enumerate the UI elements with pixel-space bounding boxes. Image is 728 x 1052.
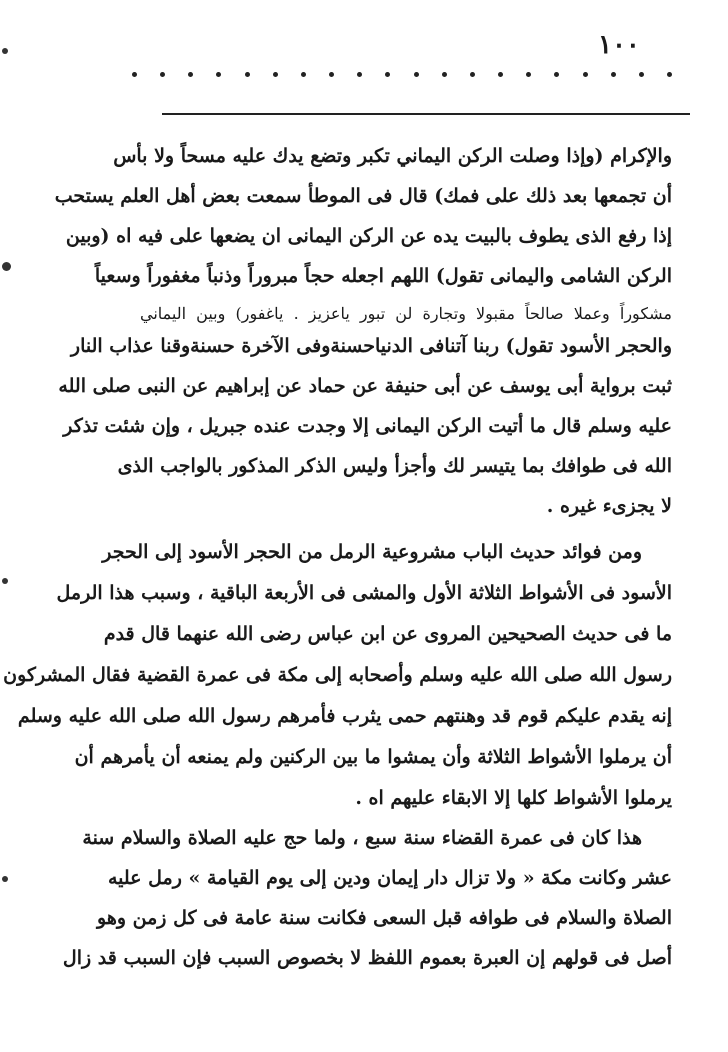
text-line: الله فى طوافك بما يتيسر لك وأجزأ وليس الذكر المذكور بالواجب الذى [117, 455, 672, 477]
scan-margin-mark [2, 48, 8, 54]
text-line: لا يجزىء غيره . [546, 495, 672, 517]
paragraph-3 [3, 532, 672, 819]
text-line: عشر وكانت مكة « ولا تزال دار إيمان ودين إلى يوم القيامة » رمل عليه [107, 867, 672, 889]
text-line: أن يرملوا الأشواط الثلاثة وأن يمشوا ما بين الركنين ولم يمنعه أن يأمرهم أن [74, 746, 672, 768]
text-line: ما فى حديث الصحيحين المروى عن ابن عباس رضى الله عنهما قال قدم [103, 623, 672, 645]
scan-margin-mark [2, 578, 8, 584]
paragraph-4 [62, 818, 672, 978]
dotted-ornament-divider [132, 72, 672, 77]
text-line: رسول الله صلى الله عليه وسلم وأصحابه إلى مكة فى عمرة القضية فقال المشركون [3, 664, 672, 686]
scan-margin-mark [2, 876, 8, 882]
paragraph-2 [58, 326, 672, 526]
text-line: الصلاة والسلام فى طوافه قبل السعى فكانت سنة عامة فى كل زمن وهو [97, 907, 672, 929]
text-line: الأسود فى الأشواط الثلاثة الأول والمشى فى الأربعة الباقية ، وسبب هذا الرمل [56, 582, 672, 604]
text-line: ثبت برواية أبى يوسف عن أبى حنيفة عن حماد عن إبراهيم عن النبى صلى الله [58, 375, 672, 397]
text-line: عليه وسلم قال ما أتيت الركن اليمانى إلا وجدت عنده جبريل ، وإن شئت تذكر [63, 415, 672, 437]
text-line: الركن الشامى واليمانى تقول) اللهم اجعله حجاً مبروراً وذنباً مغفوراً وسعياً [94, 265, 672, 287]
text-line: أصل فى قولهم إن العبرة بعموم اللفظ لا بخصوص السبب فإن السبب قد زال [62, 947, 672, 969]
small-print-line: مشكوراً وعملا صالحاً مقبولا وتجارة لن تبور ياعزيز . ياغفور) وبين اليماني [140, 304, 672, 323]
paragraph-1 [54, 136, 672, 332]
text-line: أن تجمعها بعد ذلك على فمك) قال فى الموطأ سمعت بعض أهل العلم يستحب [54, 185, 672, 207]
scan-margin-mark [2, 262, 11, 271]
text-line: إنه يقدم عليكم قوم قد وهنتهم حمى يثرب فأمرهم رسول الله صلى الله عليه وسلم [17, 705, 672, 727]
text-line: هذا كان فى عمرة القضاء سنة سبع ، ولما حج عليه الصلاة والسلام سنة [82, 827, 642, 849]
text-line: والحجر الأسود تقول) ربنا آتنافى الدنياحسنةوفى الآخرة حسنةوقنا عذاب النار [70, 335, 672, 357]
text-line: ومن فوائد حديث الباب مشروعية الرمل من الحجر الأسود إلى الحجر [102, 541, 642, 563]
text-line: والإكرام (وإذا وصلت الركن اليماني تكبر وتضع يدك عليه مسحاً ولا بأس [113, 145, 672, 167]
header-rule [162, 113, 690, 115]
page-number: ١٠٠ [598, 30, 640, 60]
text-line: إذا رفع الذى يطوف بالبيت يده عن الركن اليمانى ان يضعها على فيه اه (وبين [65, 225, 672, 247]
text-line: يرملوا الأشواط كلها إلا الابقاء عليهم اه . [355, 787, 672, 809]
